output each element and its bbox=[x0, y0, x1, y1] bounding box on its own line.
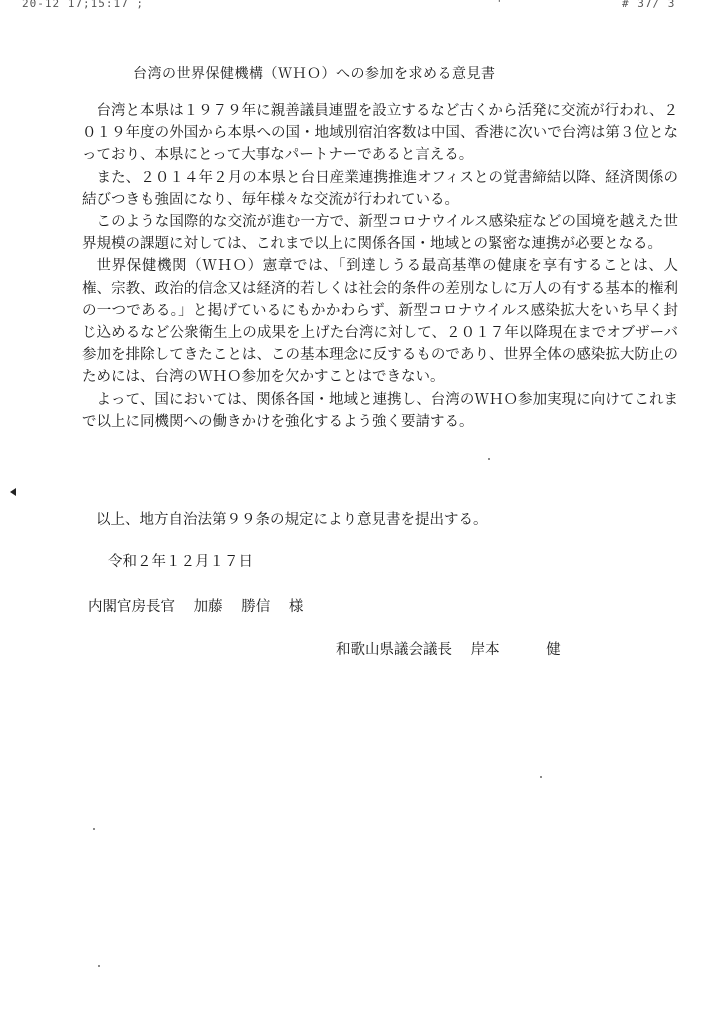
scan-speck bbox=[540, 776, 542, 778]
paragraph-who-charter: 世界保健機関（ＷＨＯ）憲章では、「到達しうる最高基準の健康を享有することは、人権、宗教、政治的信念又は経済的若しくは社会的条件の差別なしに万人の有する基本的権利の一つである。」と掲げているにもかかわらず、新型コロナウイルス感染拡大をいち早く封じ込めるなど公衆衛生上の成果を上げた台湾に対して、２０１７年以降現在までオブザーバ参加を排除してきたことは、この基本理念に反するものであり、世界全体の感染拡大防止のためには、台湾のＷＨＯ参加を欠かすことはできない。 bbox=[82, 258, 678, 386]
fax-timestamp: 20-12 17;15:17 ; bbox=[22, 0, 144, 10]
document-body bbox=[82, 100, 678, 433]
paragraph-exchange-history: 台湾と本県は１９７９年に親善議員連盟を設立するなど古くから活発に交流が行われ、２０１９年度の外国から本県への国・地域別宿泊客数は中国、香港に次いで台湾は第３位となっており、本県にとって大事なパートナーであると言える。 bbox=[82, 103, 678, 164]
addressee-position: 内閣官房長官 bbox=[88, 599, 175, 615]
document-date: 令和２年１２月１７日 bbox=[108, 554, 253, 570]
sender-position: 和歌山県議会議長 bbox=[336, 642, 452, 658]
sender-family-name: 岸本 bbox=[470, 642, 500, 658]
addressee-honorific: 様 bbox=[288, 599, 304, 615]
fax-page-number: # 37/ 3 bbox=[622, 0, 676, 10]
paragraph-economic-ties: また、２０１４年２月の本県と台日産業連携推進オフィスとの覚書締結以降、経済関係の結びつきも強固になり、毎年様々な交流が行われている。 bbox=[82, 169, 678, 208]
scan-speck bbox=[93, 828, 95, 830]
scan-speck bbox=[488, 458, 490, 460]
paragraph-request: よって、国においては、関係各国・地域と連携し、台湾のＷＨＯ参加実現に向けてこれまで以上に同機関への働きかけを強化するよう強く要請する。 bbox=[82, 391, 678, 430]
margin-arrow-icon bbox=[10, 488, 16, 496]
closing-statement: 以上、地方自治法第９９条の規定により意見書を提出する。 bbox=[96, 512, 488, 528]
fax-transmission-header bbox=[0, 0, 724, 10]
paragraph-global-challenges: このような国際的な交流が進む一方で、新型コロナウイルス感染症などの国境を越えた世界規模の課題に対しては、これまで以上に関係各国・地域との緊密な連携が必要となる。 bbox=[82, 214, 678, 253]
document-title: 台湾の世界保健機構（ＷＨＯ）への参加を求める意見書 bbox=[133, 66, 496, 82]
addressee-given-name: 勝信 bbox=[241, 599, 271, 615]
fax-mark: ' bbox=[496, 0, 503, 10]
scan-speck bbox=[98, 965, 100, 967]
sender-given-name: 健 bbox=[546, 642, 561, 658]
addressee-family-name: 加藤 bbox=[193, 599, 223, 615]
addressee bbox=[88, 595, 317, 616]
sender bbox=[336, 638, 575, 659]
